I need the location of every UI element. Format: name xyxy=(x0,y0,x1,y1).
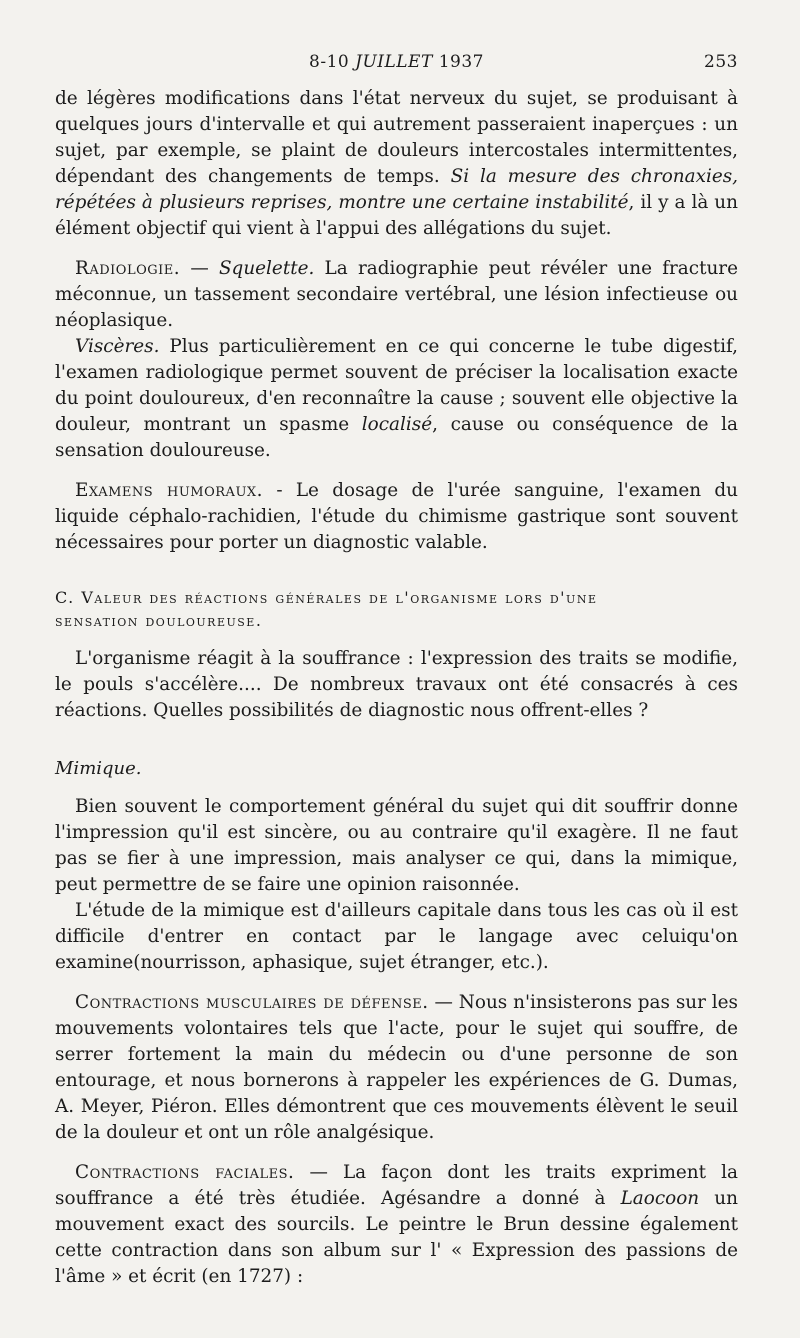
paragraph-text: , il y a là un élément objectif qui vient à l'appui des allégations du sujet. xyxy=(55,192,738,239)
run-in-heading: Contractions faciales. xyxy=(75,1162,295,1183)
paragraph-text: un mouvement exact des sourcils. Le peintre le Brun dessine également cette contraction dans son album sur l' « Expression des passions de l'âme » et écrit (en 1727) : xyxy=(55,1188,738,1287)
paragraph-text: , cause ou conséquence de la sensation douloureuse. xyxy=(55,414,738,461)
run-in-heading: Examens humoraux. xyxy=(75,480,263,501)
paragraph-etude-mimique: L'étude de la mimique est d'ailleurs capitale dans tous les cas où il est difficile d'entrer en contact par le langage avec celuiqu'on examine(nourrisson, aphasique, sujet étranger, etc.). xyxy=(55,900,738,973)
paragraph-text: La radiographie peut révéler une fracture méconnue, un tassement secondaire vertébral, une lésion infectieuse ou néoplasique. xyxy=(55,258,738,331)
italic-word: localisé xyxy=(361,414,433,435)
dash: — xyxy=(180,258,219,279)
paragraph-text: - Le dosage de l'urée sanguine, l'examen du liquide céphalo-rachidien, l'étude du chimisme gastrique sont souvent nécessaires pour porter un diagnostic valable. xyxy=(55,480,738,553)
paragraph-organisme: L'organisme réagit à la souffrance : l'expression des traits se modifie, le pouls s'accélère.... De nombreux travaux ont été consacrés à ces réactions. Quelles possibilités de diagnostic nous offrent-elles ? xyxy=(55,648,738,721)
paragraph-text: — Nous n'insisterons pas sur les mouvements volontaires tels que l'acte, pour le sujet qui souffre, de serrer fortement la main du médecin ou d'une personne de son entourage, et nous bornerons à rappeler les expériences de G. Dumas, A. Meyer, Piéron. Elles démontrent que ces mouvements élèvent le seuil de la douleur et ont un rôle analgésique. xyxy=(55,992,738,1143)
paragraph-text: — La façon dont les traits expriment la souffrance a été très étudiée. Agésandre a donné à xyxy=(55,1162,738,1209)
run-in-heading: Radiologie. xyxy=(75,258,181,279)
paragraph-contractions-faciales xyxy=(55,1160,738,1290)
italic-name: Laocoon xyxy=(620,1188,700,1209)
page-body xyxy=(55,86,738,1290)
paragraph-examens-humoraux xyxy=(55,478,738,556)
running-header xyxy=(55,52,738,76)
subsection-title: Mimique. xyxy=(55,758,142,779)
date-prefix: 8-10 xyxy=(309,52,350,72)
italic-phrase: Si la mesure des chronaxies, répétées à plusieurs reprises, montre une certaine instabilité xyxy=(55,166,738,213)
paragraph-visceres xyxy=(55,334,738,464)
run-in-heading: Contractions musculaires de défense. xyxy=(75,992,429,1013)
italic-subheading: Viscères. xyxy=(75,336,160,357)
section-heading xyxy=(55,586,738,632)
section-heading-line-1: C. Valeur des réactions générales de l'organisme lors d'une xyxy=(55,588,598,607)
date-year: 1937 xyxy=(438,52,484,72)
paragraph-chronaxies xyxy=(55,86,738,242)
paragraph-text: Plus particulièrement en ce qui concerne le tube digestif, l'examen radiologique permet souvent de préciser la localisation exacte du point douloureux, d'en reconnaître la cause ; souvent elle objective la douleur, montrant un spasme xyxy=(55,336,738,435)
running-title xyxy=(55,52,738,72)
paragraph-radiologie xyxy=(55,256,738,334)
page-number: 253 xyxy=(704,52,738,72)
paragraph-text: de légères modifications dans l'état nerveux du sujet, se produisant à quelques jours d'intervalle et qui autrement passeraient inaperçues : un sujet, par exemple, se plaint de douleurs intercostales intermittentes, dépendant des changements de temps. xyxy=(55,88,738,187)
section-heading-line-2: sensation douloureuse. xyxy=(55,611,263,630)
paragraph-contractions-musculaires xyxy=(55,990,738,1146)
date-month: JUILLET xyxy=(355,52,433,72)
paragraph-comportement: Bien souvent le comportement général du sujet qui dit souffrir donne l'impression qu'il est sincère, ou au contraire qu'il exagère. Il ne faut pas se fier à une impression, mais analyser ce qui, dans la mimique, peut permettre de se faire une opinion raisonnée. xyxy=(55,796,738,895)
italic-subheading: Squelette. xyxy=(218,258,315,279)
